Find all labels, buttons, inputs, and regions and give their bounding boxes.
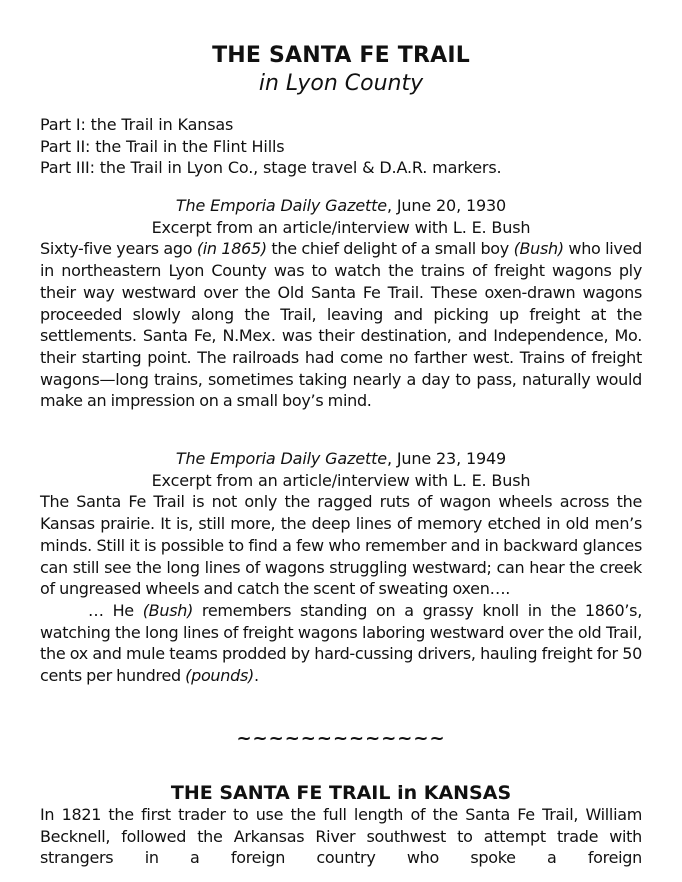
tilde-divider: ~~~~~~~~~~~~~ <box>236 728 446 749</box>
body-italic: (Bush) <box>142 600 194 620</box>
part-item: Part II: the Trail in the Flint Hills <box>40 136 285 156</box>
page-title: THE SANTA FE TRAIL <box>212 43 470 68</box>
source-citation <box>40 448 642 470</box>
excerpt-body-continued <box>40 600 642 687</box>
excerpt-1949 <box>40 448 642 687</box>
excerpt-note: Excerpt from an article/interview with L. E. Bush <box>151 470 531 490</box>
body-italic: (Bush) <box>513 239 564 259</box>
source-date: , June 20, 1930 <box>386 196 507 215</box>
newspaper-title: The Emporia Daily Gazette <box>175 449 387 468</box>
body-italic: (in 1865) <box>196 239 267 259</box>
body-text: . <box>253 666 259 686</box>
body-text: remembers standing on a grassy knoll in the 1860’s, watching the long lines of freight wagons laboring westward over the old Trail, the ox and mule teams prodded by hard-cussing drivers, hauling freight for 50 cents per hundred <box>40 600 642 686</box>
kansas-section <box>40 804 642 869</box>
excerpt-1930 <box>40 195 642 412</box>
part-item: Part I: the Trail in Kansas <box>40 115 234 134</box>
body-text: the chief delight of a small boy <box>266 239 514 259</box>
excerpt-note: Excerpt from an article/interview with L. E. Bush <box>151 217 531 237</box>
excerpt-body: The Santa Fe Trail is not only the ragged ruts of wagon wheels across the Kansas prairie. It is, still more, the deep lines of memory etched in old men’s minds. Still it is possible to find a few who remember and in backward glances can still see the long lines of wagons struggling westward; can hear the creek of ungreased wheels and catch the scent of sweating oxen…. <box>40 492 642 599</box>
parts-list <box>40 114 642 179</box>
body-text: who lived in northeastern Lyon County was to watch the trains of freight wagons ply their way westward over the Old Santa Fe Trail. These oxen-drawn wagons proceeded slowly along the Trail, leaving and picking up freight at the settlements. Santa Fe, N.Mex. was their destination, and Independence, Mo. their starting point. The railroads had come no farther west. Trains of freight wagons—long trains, sometimes taking nearly a day to pass, naturally would make an impression on a small boy’s mind. <box>40 239 642 411</box>
body-italic: (pounds) <box>185 666 254 686</box>
source-citation <box>40 195 642 217</box>
section-heading: THE SANTA FE TRAIL in KANSAS <box>170 782 512 804</box>
source-date: , June 23, 1949 <box>386 449 507 468</box>
body-text: … He <box>88 600 143 620</box>
body-text: Sixty-five years ago <box>40 239 197 259</box>
page-subtitle: in Lyon County <box>258 71 424 96</box>
newspaper-title: The Emporia Daily Gazette <box>175 196 387 215</box>
part-item: Part III: the Trail in Lyon Co., stage travel & D.A.R. markers. <box>40 158 502 178</box>
section-body: In 1821 the first trader to use the full length of the Santa Fe Trail, William Becknell, followed the Arkansas River southwest to attempt trade with strangers in a foreign country who spoke a foreign <box>40 805 642 868</box>
excerpt-body <box>40 238 642 412</box>
